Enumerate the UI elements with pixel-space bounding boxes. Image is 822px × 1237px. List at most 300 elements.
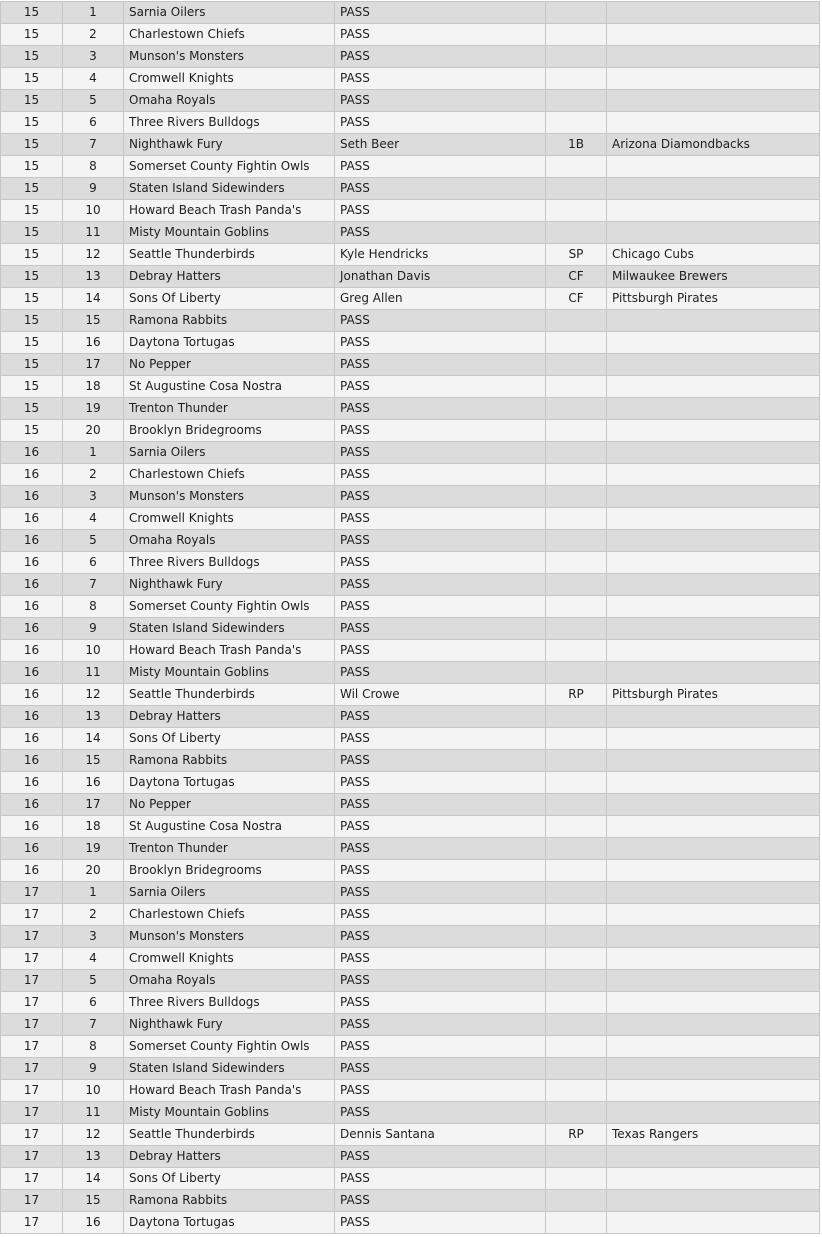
table-row[interactable]: [1, 354, 820, 376]
position-cell[interactable]: [546, 1036, 607, 1058]
table-row[interactable]: [1, 1080, 820, 1102]
table-row[interactable]: [1, 772, 820, 794]
round-cell[interactable]: 16: [1, 706, 63, 728]
round-cell[interactable]: 15: [1, 310, 63, 332]
round-cell[interactable]: 16: [1, 442, 63, 464]
position-cell[interactable]: [546, 222, 607, 244]
table-row[interactable]: [1, 970, 820, 992]
table-row[interactable]: [1, 728, 820, 750]
position-cell[interactable]: [546, 1212, 607, 1234]
round-cell[interactable]: 15: [1, 134, 63, 156]
round-cell[interactable]: 15: [1, 398, 63, 420]
position-cell[interactable]: [546, 1058, 607, 1080]
position-cell[interactable]: [546, 596, 607, 618]
round-cell[interactable]: 15: [1, 90, 63, 112]
player-cell[interactable]: PASS: [335, 640, 546, 662]
position-cell[interactable]: [546, 398, 607, 420]
team-cell[interactable]: Sarnia Oilers: [124, 2, 335, 24]
mlb-team-cell[interactable]: [607, 970, 820, 992]
player-cell[interactable]: PASS: [335, 662, 546, 684]
table-row[interactable]: [1, 618, 820, 640]
mlb-team-cell[interactable]: [607, 310, 820, 332]
round-cell[interactable]: 16: [1, 662, 63, 684]
pick-cell[interactable]: 13: [63, 266, 124, 288]
team-cell[interactable]: Omaha Royals: [124, 530, 335, 552]
player-cell[interactable]: PASS: [335, 926, 546, 948]
round-cell[interactable]: 15: [1, 24, 63, 46]
team-cell[interactable]: Debray Hatters: [124, 266, 335, 288]
pick-cell[interactable]: 9: [63, 1058, 124, 1080]
round-cell[interactable]: 16: [1, 508, 63, 530]
position-cell[interactable]: [546, 728, 607, 750]
table-row[interactable]: [1, 420, 820, 442]
position-cell[interactable]: CF: [546, 266, 607, 288]
round-cell[interactable]: 15: [1, 420, 63, 442]
table-row[interactable]: [1, 596, 820, 618]
mlb-team-cell[interactable]: [607, 1102, 820, 1124]
player-cell[interactable]: PASS: [335, 2, 546, 24]
table-row[interactable]: [1, 332, 820, 354]
position-cell[interactable]: [546, 442, 607, 464]
position-cell[interactable]: [546, 750, 607, 772]
team-cell[interactable]: Charlestown Chiefs: [124, 24, 335, 46]
player-cell[interactable]: PASS: [335, 178, 546, 200]
round-cell[interactable]: 15: [1, 376, 63, 398]
team-cell[interactable]: Staten Island Sidewinders: [124, 618, 335, 640]
team-cell[interactable]: Howard Beach Trash Panda's: [124, 200, 335, 222]
table-row[interactable]: [1, 1146, 820, 1168]
player-cell[interactable]: Seth Beer: [335, 134, 546, 156]
position-cell[interactable]: [546, 2, 607, 24]
position-cell[interactable]: [546, 838, 607, 860]
table-row[interactable]: [1, 178, 820, 200]
position-cell[interactable]: [546, 508, 607, 530]
position-cell[interactable]: [546, 486, 607, 508]
round-cell[interactable]: 16: [1, 596, 63, 618]
player-cell[interactable]: PASS: [335, 442, 546, 464]
mlb-team-cell[interactable]: Pittsburgh Pirates: [607, 684, 820, 706]
table-row[interactable]: [1, 794, 820, 816]
mlb-team-cell[interactable]: Chicago Cubs: [607, 244, 820, 266]
mlb-team-cell[interactable]: [607, 486, 820, 508]
mlb-team-cell[interactable]: [607, 618, 820, 640]
pick-cell[interactable]: 7: [63, 134, 124, 156]
position-cell[interactable]: [546, 420, 607, 442]
pick-cell[interactable]: 11: [63, 1102, 124, 1124]
round-cell[interactable]: 17: [1, 1212, 63, 1234]
table-row[interactable]: [1, 90, 820, 112]
player-cell[interactable]: PASS: [335, 398, 546, 420]
mlb-team-cell[interactable]: [607, 1014, 820, 1036]
team-cell[interactable]: Debray Hatters: [124, 706, 335, 728]
pick-cell[interactable]: 14: [63, 1168, 124, 1190]
position-cell[interactable]: [546, 1168, 607, 1190]
team-cell[interactable]: Sons Of Liberty: [124, 728, 335, 750]
pick-cell[interactable]: 19: [63, 398, 124, 420]
pick-cell[interactable]: 9: [63, 618, 124, 640]
pick-cell[interactable]: 17: [63, 794, 124, 816]
mlb-team-cell[interactable]: [607, 420, 820, 442]
player-cell[interactable]: PASS: [335, 420, 546, 442]
pick-cell[interactable]: 7: [63, 574, 124, 596]
mlb-team-cell[interactable]: [607, 882, 820, 904]
mlb-team-cell[interactable]: [607, 112, 820, 134]
mlb-team-cell[interactable]: [607, 706, 820, 728]
team-cell[interactable]: Howard Beach Trash Panda's: [124, 1080, 335, 1102]
position-cell[interactable]: [546, 860, 607, 882]
mlb-team-cell[interactable]: Pittsburgh Pirates: [607, 288, 820, 310]
player-cell[interactable]: PASS: [335, 1190, 546, 1212]
position-cell[interactable]: [546, 376, 607, 398]
pick-cell[interactable]: 4: [63, 948, 124, 970]
pick-cell[interactable]: 9: [63, 178, 124, 200]
player-cell[interactable]: PASS: [335, 552, 546, 574]
player-cell[interactable]: PASS: [335, 354, 546, 376]
position-cell[interactable]: [546, 1014, 607, 1036]
position-cell[interactable]: [546, 24, 607, 46]
round-cell[interactable]: 15: [1, 112, 63, 134]
round-cell[interactable]: 16: [1, 794, 63, 816]
mlb-team-cell[interactable]: [607, 156, 820, 178]
table-row[interactable]: [1, 948, 820, 970]
round-cell[interactable]: 16: [1, 728, 63, 750]
position-cell[interactable]: [546, 156, 607, 178]
round-cell[interactable]: 16: [1, 552, 63, 574]
table-row[interactable]: [1, 1036, 820, 1058]
player-cell[interactable]: PASS: [335, 46, 546, 68]
table-row[interactable]: [1, 1014, 820, 1036]
position-cell[interactable]: [546, 574, 607, 596]
pick-cell[interactable]: 15: [63, 310, 124, 332]
table-row[interactable]: [1, 552, 820, 574]
pick-cell[interactable]: 13: [63, 706, 124, 728]
player-cell[interactable]: PASS: [335, 68, 546, 90]
pick-cell[interactable]: 3: [63, 926, 124, 948]
mlb-team-cell[interactable]: [607, 860, 820, 882]
mlb-team-cell[interactable]: [607, 24, 820, 46]
team-cell[interactable]: Somerset County Fightin Owls: [124, 596, 335, 618]
table-row[interactable]: [1, 156, 820, 178]
team-cell[interactable]: Charlestown Chiefs: [124, 904, 335, 926]
team-cell[interactable]: Howard Beach Trash Panda's: [124, 640, 335, 662]
player-cell[interactable]: PASS: [335, 376, 546, 398]
pick-cell[interactable]: 6: [63, 552, 124, 574]
table-row[interactable]: [1, 904, 820, 926]
pick-cell[interactable]: 15: [63, 1190, 124, 1212]
position-cell[interactable]: [546, 904, 607, 926]
position-cell[interactable]: [546, 310, 607, 332]
round-cell[interactable]: 17: [1, 926, 63, 948]
pick-cell[interactable]: 5: [63, 970, 124, 992]
table-row[interactable]: [1, 882, 820, 904]
table-row[interactable]: [1, 992, 820, 1014]
round-cell[interactable]: 17: [1, 1124, 63, 1146]
player-cell[interactable]: PASS: [335, 1146, 546, 1168]
player-cell[interactable]: Dennis Santana: [335, 1124, 546, 1146]
table-row[interactable]: [1, 442, 820, 464]
pick-cell[interactable]: 11: [63, 662, 124, 684]
round-cell[interactable]: 17: [1, 1168, 63, 1190]
mlb-team-cell[interactable]: [607, 1058, 820, 1080]
mlb-team-cell[interactable]: [607, 464, 820, 486]
team-cell[interactable]: Cromwell Knights: [124, 68, 335, 90]
table-row[interactable]: [1, 1102, 820, 1124]
pick-cell[interactable]: 8: [63, 1036, 124, 1058]
team-cell[interactable]: Staten Island Sidewinders: [124, 178, 335, 200]
pick-cell[interactable]: 16: [63, 772, 124, 794]
team-cell[interactable]: Ramona Rabbits: [124, 750, 335, 772]
round-cell[interactable]: 15: [1, 332, 63, 354]
team-cell[interactable]: Brooklyn Bridegrooms: [124, 420, 335, 442]
round-cell[interactable]: 17: [1, 1080, 63, 1102]
pick-cell[interactable]: 1: [63, 2, 124, 24]
player-cell[interactable]: PASS: [335, 860, 546, 882]
team-cell[interactable]: Cromwell Knights: [124, 948, 335, 970]
pick-cell[interactable]: 19: [63, 838, 124, 860]
player-cell[interactable]: PASS: [335, 1080, 546, 1102]
position-cell[interactable]: [546, 816, 607, 838]
mlb-team-cell[interactable]: [607, 596, 820, 618]
pick-cell[interactable]: 6: [63, 112, 124, 134]
table-row[interactable]: [1, 574, 820, 596]
team-cell[interactable]: Somerset County Fightin Owls: [124, 156, 335, 178]
round-cell[interactable]: 15: [1, 354, 63, 376]
pick-cell[interactable]: 5: [63, 530, 124, 552]
mlb-team-cell[interactable]: [607, 662, 820, 684]
mlb-team-cell[interactable]: [607, 992, 820, 1014]
mlb-team-cell[interactable]: [607, 948, 820, 970]
team-cell[interactable]: Charlestown Chiefs: [124, 464, 335, 486]
round-cell[interactable]: 15: [1, 200, 63, 222]
team-cell[interactable]: Sarnia Oilers: [124, 442, 335, 464]
mlb-team-cell[interactable]: Arizona Diamondbacks: [607, 134, 820, 156]
table-row[interactable]: [1, 24, 820, 46]
team-cell[interactable]: Munson's Monsters: [124, 926, 335, 948]
pick-cell[interactable]: 6: [63, 992, 124, 1014]
table-row[interactable]: [1, 266, 820, 288]
round-cell[interactable]: 17: [1, 992, 63, 1014]
mlb-team-cell[interactable]: [607, 1080, 820, 1102]
player-cell[interactable]: PASS: [335, 222, 546, 244]
table-row[interactable]: [1, 486, 820, 508]
mlb-team-cell[interactable]: [607, 816, 820, 838]
table-row[interactable]: [1, 222, 820, 244]
team-cell[interactable]: St Augustine Cosa Nostra: [124, 376, 335, 398]
player-cell[interactable]: PASS: [335, 772, 546, 794]
mlb-team-cell[interactable]: [607, 1190, 820, 1212]
pick-cell[interactable]: 5: [63, 90, 124, 112]
table-row[interactable]: [1, 1168, 820, 1190]
team-cell[interactable]: Ramona Rabbits: [124, 310, 335, 332]
team-cell[interactable]: Daytona Tortugas: [124, 1212, 335, 1234]
player-cell[interactable]: PASS: [335, 728, 546, 750]
player-cell[interactable]: Jonathan Davis: [335, 266, 546, 288]
table-row[interactable]: [1, 200, 820, 222]
round-cell[interactable]: 16: [1, 640, 63, 662]
table-row[interactable]: [1, 112, 820, 134]
pick-cell[interactable]: 17: [63, 354, 124, 376]
position-cell[interactable]: [546, 640, 607, 662]
round-cell[interactable]: 15: [1, 266, 63, 288]
player-cell[interactable]: PASS: [335, 200, 546, 222]
table-row[interactable]: [1, 68, 820, 90]
position-cell[interactable]: [546, 200, 607, 222]
position-cell[interactable]: [546, 1102, 607, 1124]
round-cell[interactable]: 16: [1, 486, 63, 508]
team-cell[interactable]: Sarnia Oilers: [124, 882, 335, 904]
pick-cell[interactable]: 3: [63, 486, 124, 508]
round-cell[interactable]: 16: [1, 860, 63, 882]
table-row[interactable]: [1, 1212, 820, 1234]
team-cell[interactable]: Somerset County Fightin Owls: [124, 1036, 335, 1058]
mlb-team-cell[interactable]: [607, 794, 820, 816]
team-cell[interactable]: Three Rivers Bulldogs: [124, 112, 335, 134]
round-cell[interactable]: 17: [1, 1190, 63, 1212]
table-row[interactable]: [1, 750, 820, 772]
team-cell[interactable]: Seattle Thunderbirds: [124, 1124, 335, 1146]
position-cell[interactable]: [546, 112, 607, 134]
table-row[interactable]: [1, 530, 820, 552]
round-cell[interactable]: 16: [1, 750, 63, 772]
table-row[interactable]: [1, 244, 820, 266]
mlb-team-cell[interactable]: [607, 46, 820, 68]
team-cell[interactable]: Omaha Royals: [124, 970, 335, 992]
pick-cell[interactable]: 2: [63, 24, 124, 46]
player-cell[interactable]: Greg Allen: [335, 288, 546, 310]
round-cell[interactable]: 16: [1, 618, 63, 640]
player-cell[interactable]: PASS: [335, 706, 546, 728]
table-row[interactable]: [1, 860, 820, 882]
position-cell[interactable]: [546, 970, 607, 992]
position-cell[interactable]: [546, 772, 607, 794]
round-cell[interactable]: 16: [1, 574, 63, 596]
round-cell[interactable]: 17: [1, 1058, 63, 1080]
player-cell[interactable]: PASS: [335, 992, 546, 1014]
team-cell[interactable]: Daytona Tortugas: [124, 332, 335, 354]
round-cell[interactable]: 16: [1, 838, 63, 860]
pick-cell[interactable]: 14: [63, 288, 124, 310]
player-cell[interactable]: PASS: [335, 1102, 546, 1124]
mlb-team-cell[interactable]: [607, 728, 820, 750]
pick-cell[interactable]: 16: [63, 332, 124, 354]
mlb-team-cell[interactable]: [607, 1036, 820, 1058]
mlb-team-cell[interactable]: [607, 1146, 820, 1168]
table-row[interactable]: [1, 2, 820, 24]
player-cell[interactable]: PASS: [335, 618, 546, 640]
round-cell[interactable]: 16: [1, 530, 63, 552]
team-cell[interactable]: Brooklyn Bridegrooms: [124, 860, 335, 882]
round-cell[interactable]: 17: [1, 948, 63, 970]
position-cell[interactable]: CF: [546, 288, 607, 310]
pick-cell[interactable]: 3: [63, 46, 124, 68]
round-cell[interactable]: 15: [1, 178, 63, 200]
team-cell[interactable]: Nighthawk Fury: [124, 574, 335, 596]
table-row[interactable]: [1, 640, 820, 662]
team-cell[interactable]: Debray Hatters: [124, 1146, 335, 1168]
round-cell[interactable]: 15: [1, 46, 63, 68]
position-cell[interactable]: [546, 90, 607, 112]
player-cell[interactable]: PASS: [335, 750, 546, 772]
pick-cell[interactable]: 2: [63, 464, 124, 486]
team-cell[interactable]: Three Rivers Bulldogs: [124, 992, 335, 1014]
position-cell[interactable]: [546, 948, 607, 970]
team-cell[interactable]: Daytona Tortugas: [124, 772, 335, 794]
team-cell[interactable]: Sons Of Liberty: [124, 1168, 335, 1190]
player-cell[interactable]: Kyle Hendricks: [335, 244, 546, 266]
table-row[interactable]: [1, 134, 820, 156]
position-cell[interactable]: [546, 882, 607, 904]
team-cell[interactable]: Sons Of Liberty: [124, 288, 335, 310]
pick-cell[interactable]: 4: [63, 508, 124, 530]
pick-cell[interactable]: 12: [63, 1124, 124, 1146]
player-cell[interactable]: Wil Crowe: [335, 684, 546, 706]
team-cell[interactable]: Munson's Monsters: [124, 486, 335, 508]
player-cell[interactable]: PASS: [335, 1212, 546, 1234]
team-cell[interactable]: Cromwell Knights: [124, 508, 335, 530]
player-cell[interactable]: PASS: [335, 948, 546, 970]
mlb-team-cell[interactable]: [607, 1212, 820, 1234]
position-cell[interactable]: 1B: [546, 134, 607, 156]
position-cell[interactable]: [546, 706, 607, 728]
round-cell[interactable]: 17: [1, 970, 63, 992]
pick-cell[interactable]: 10: [63, 200, 124, 222]
table-row[interactable]: [1, 398, 820, 420]
team-cell[interactable]: Staten Island Sidewinders: [124, 1058, 335, 1080]
table-row[interactable]: [1, 706, 820, 728]
position-cell[interactable]: [546, 794, 607, 816]
round-cell[interactable]: 15: [1, 244, 63, 266]
team-cell[interactable]: Omaha Royals: [124, 90, 335, 112]
pick-cell[interactable]: 1: [63, 882, 124, 904]
pick-cell[interactable]: 1: [63, 442, 124, 464]
mlb-team-cell[interactable]: [607, 552, 820, 574]
mlb-team-cell[interactable]: [607, 1168, 820, 1190]
team-cell[interactable]: Seattle Thunderbirds: [124, 684, 335, 706]
mlb-team-cell[interactable]: [607, 442, 820, 464]
team-cell[interactable]: Trenton Thunder: [124, 838, 335, 860]
position-cell[interactable]: [546, 178, 607, 200]
mlb-team-cell[interactable]: [607, 68, 820, 90]
position-cell[interactable]: [546, 1080, 607, 1102]
player-cell[interactable]: PASS: [335, 904, 546, 926]
pick-cell[interactable]: 20: [63, 420, 124, 442]
position-cell[interactable]: [546, 464, 607, 486]
round-cell[interactable]: 15: [1, 222, 63, 244]
player-cell[interactable]: PASS: [335, 530, 546, 552]
player-cell[interactable]: PASS: [335, 838, 546, 860]
position-cell[interactable]: [546, 46, 607, 68]
player-cell[interactable]: PASS: [335, 1168, 546, 1190]
position-cell[interactable]: [546, 332, 607, 354]
pick-cell[interactable]: 8: [63, 156, 124, 178]
mlb-team-cell[interactable]: [607, 90, 820, 112]
table-row[interactable]: [1, 508, 820, 530]
pick-cell[interactable]: 14: [63, 728, 124, 750]
team-cell[interactable]: Trenton Thunder: [124, 398, 335, 420]
player-cell[interactable]: PASS: [335, 1014, 546, 1036]
pick-cell[interactable]: 12: [63, 684, 124, 706]
team-cell[interactable]: No Pepper: [124, 794, 335, 816]
round-cell[interactable]: 16: [1, 684, 63, 706]
pick-cell[interactable]: 7: [63, 1014, 124, 1036]
position-cell[interactable]: [546, 618, 607, 640]
pick-cell[interactable]: 4: [63, 68, 124, 90]
player-cell[interactable]: PASS: [335, 464, 546, 486]
position-cell[interactable]: [546, 1190, 607, 1212]
pick-cell[interactable]: 16: [63, 1212, 124, 1234]
mlb-team-cell[interactable]: [607, 772, 820, 794]
round-cell[interactable]: 17: [1, 1036, 63, 1058]
